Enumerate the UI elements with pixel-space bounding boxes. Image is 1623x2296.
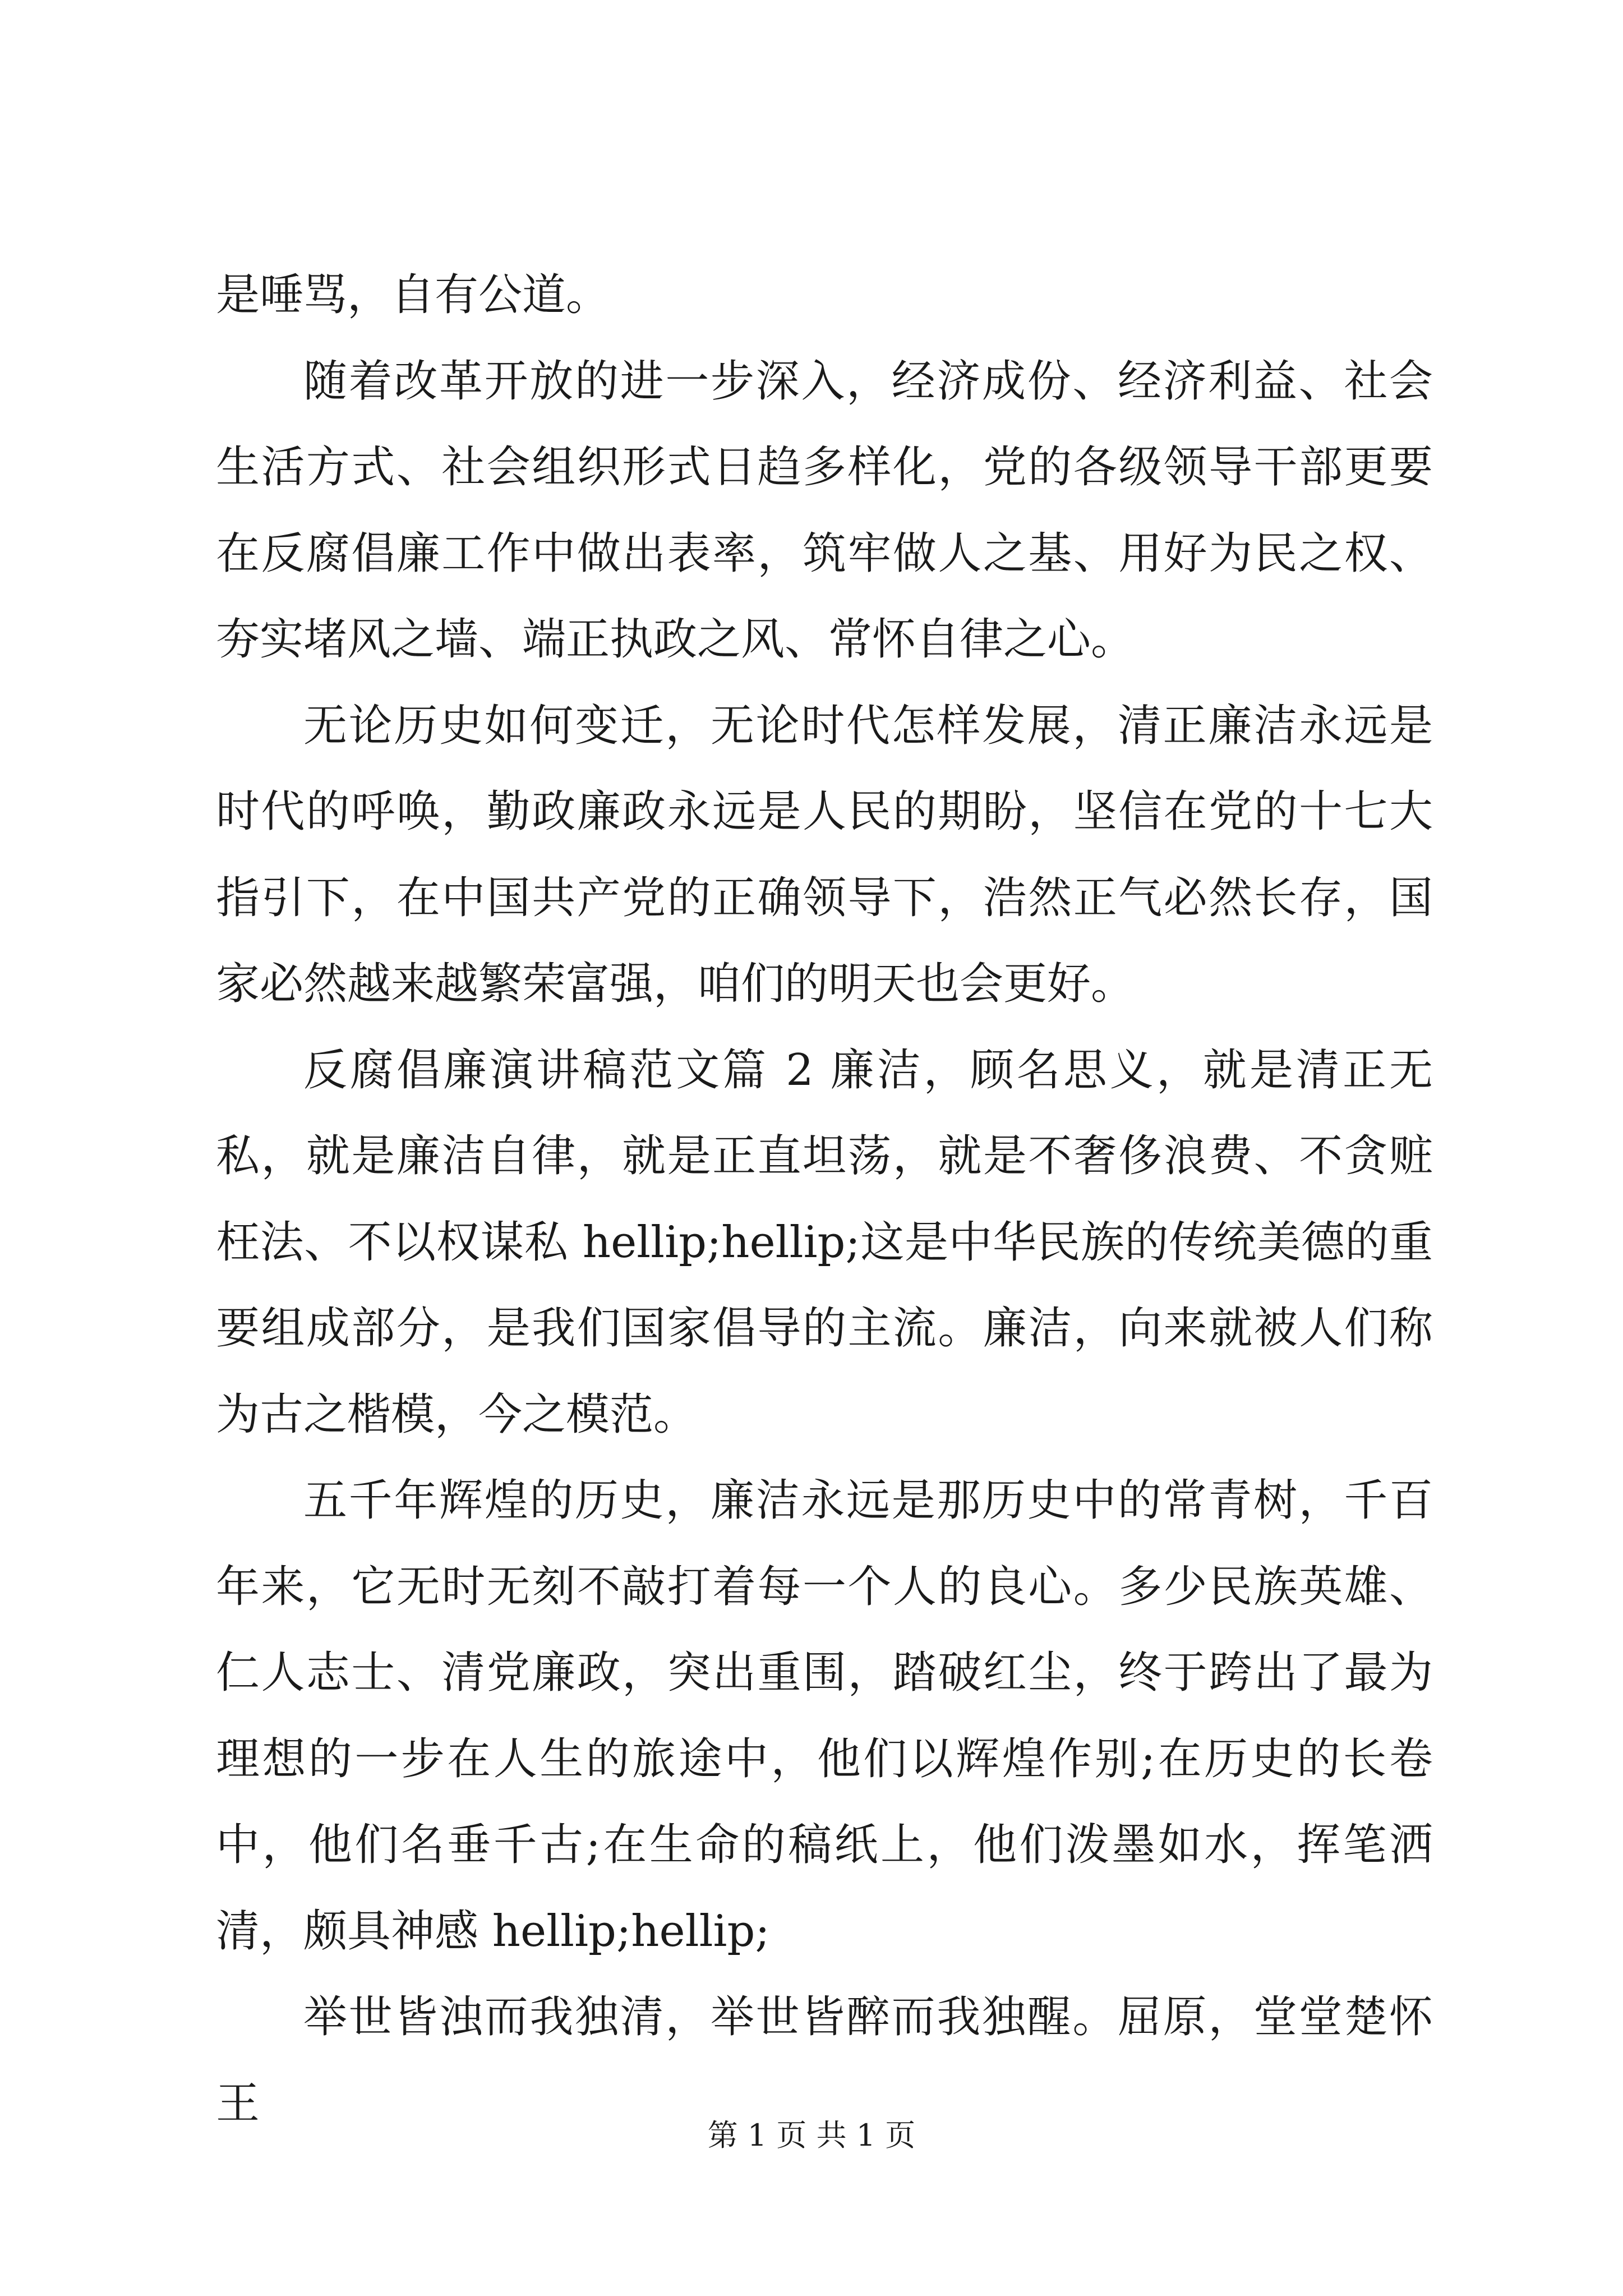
paragraph-6: 举世皆浊而我独清，举世皆醉而我独醒。屈原，堂堂楚怀王 <box>216 1992 1433 2129</box>
page-number-label: 第 1 页 共 1 页 <box>707 2118 916 2153</box>
document-body <box>216 252 1433 2147</box>
paragraph-4: 反腐倡廉演讲稿范文篇 2 廉洁，顾名思义，就是清正无私，就是廉洁自律，就是正直坦荡，就是不奢侈浪费、不贪赃枉法、不以权谋私 hellip;hellip;这是中华民族的传统美德的重要组成部分，是我们国家倡导的主流。廉洁，向来就被人们称为古之楷模，今之模范。 <box>216 1045 1433 1440</box>
paragraph-3: 无论历史如何变迁，无论时代怎样发展，清正廉洁永远是时代的呼唤，勤政廉政永远是人民的期盼，坚信在党的十七大指引下，在中国共产党的正确领导下，浩然正气必然长存，国家必然越来越繁荣富强，咱们的明天也会更好。 <box>216 700 1433 1009</box>
paragraph-1: 是唾骂，自有公道。 <box>216 270 610 320</box>
paragraph-2: 随着改革开放的进一步深入，经济成份、经济利益、社会生活方式、社会组织形式日趋多样化，党的各级领导干部更要在反腐倡廉工作中做出表率，筑牢做人之基、用好为民之权、夯实堵风之墙、端正执政之风、常怀自律之心。 <box>216 356 1433 665</box>
paragraph-5: 五千年辉煌的历史，廉洁永远是那历史中的常青树，千百年来，它无时无刻不敲打着每一个人的良心。多少民族英雄、仁人志士、清党廉政，突出重围，踏破红尘，终于跨出了最为理想的一步在人生的旅途中，他们以辉煌作别;在历史的长卷中，他们名垂千古;在生命的稿纸上，他们泼墨如水，挥笔洒清，颇具神感 hellip;hellip; <box>216 1475 1433 1957</box>
page-footer <box>0 2116 1623 2155</box>
